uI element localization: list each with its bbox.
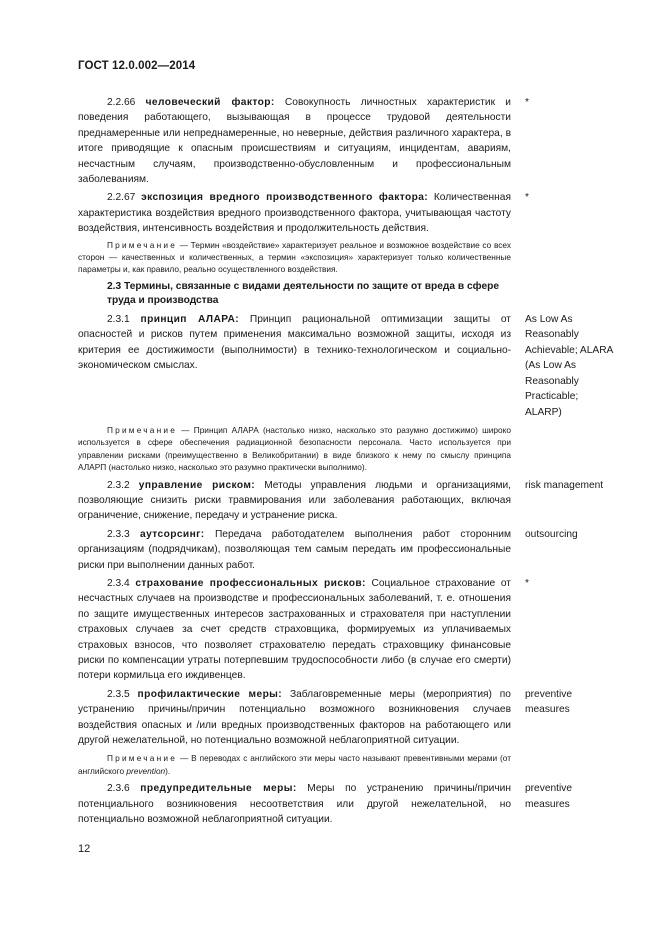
- note-alara: [78, 424, 511, 474]
- term-number: 2.2.67: [107, 192, 136, 204]
- term-entry-2-2-67: [78, 190, 618, 236]
- page-number: 12: [78, 843, 91, 855]
- term-equivalent: *: [525, 97, 529, 108]
- term-number: 2.3.4: [107, 577, 130, 589]
- term-name: управление риском:: [138, 479, 256, 491]
- term-text: Социальное страхование от несчастных случаев на производстве и профессиональных заболеваний, т. е. отношения по защите имущественных интересов застрахованных и страхователя при наступлении страховых случаев за счет средств страховщика, формируемых из уплачиваемых страховых взносов, что позволяет страхователю передать страховщику финансовые риски по компенсации утраты потерпевшим трудоспособности либо (в случае его смерти) потери кормильца его иждивенцев.: [78, 577, 511, 682]
- term-text: Меры по устранению причины/причин потенциального возникновения несоответствия или другой нежелательной, но потенциально возможной неблагоприятной ситуации.: [78, 783, 511, 826]
- note-preventive: [78, 752, 511, 777]
- note-label: Примечание: [107, 239, 178, 250]
- term-number: 2.2.66: [107, 97, 136, 108]
- term-name: принцип АЛАРА:: [140, 314, 240, 326]
- term-definition: [78, 190, 511, 236]
- term-number: 2.3.6: [107, 783, 130, 795]
- term-entry-2-3-4: [78, 576, 618, 684]
- term-number: 2.3.5: [107, 688, 130, 700]
- note-italic-word: prevention: [126, 765, 166, 776]
- term-entry-2-3-3: [78, 527, 618, 573]
- term-name: предупредительные меры:: [140, 783, 297, 795]
- term-name: страхование профессиональных рисков:: [135, 577, 366, 589]
- term-entry-2-3-6: [78, 781, 618, 827]
- term-definition: [78, 312, 511, 420]
- document-header: ГОСТ 12.0.002—2014: [78, 60, 196, 72]
- note-text: — Термин «воздействие» характеризует реальное и возможное воздействие со всех сторон — качественных и количественных, а термин «экспозиция» характеризует только количественные параметры и, как правило, реально осуществленного воздействия.: [78, 239, 511, 275]
- term-equivalent: outsourcing: [525, 528, 578, 540]
- term-text: Принцип рациональной оптимизации защиты от опасностей и рисков путем применения максимально возможной защиты, исходя из критерия ее достижимости (выполнимости) в технико-технологическом и социально-экономическом смыслах.: [78, 314, 511, 372]
- term-name: аутсорсинг:: [140, 528, 205, 540]
- term-entry-2-2-66: [78, 95, 618, 187]
- term-name: человеческий фактор:: [145, 97, 275, 108]
- term-entry-2-3-2: [78, 478, 618, 524]
- term-definition: [78, 95, 511, 187]
- term-number: 2.3.1: [107, 314, 130, 326]
- term-equivalent: risk management: [525, 479, 604, 491]
- term-entry-2-3-5: [78, 687, 618, 749]
- term-text: Методы управления людьми и организациями, позволяющие снизить риски травмирования или заболевания работающих, включая ограничение, снижение, передачу и устранение риска.: [78, 479, 511, 522]
- note-text: — В переводах с английского эти меры часто называют превентивными мерами (от английского: [78, 753, 511, 776]
- term-text: Передача работодателем выполнения работ сторонним организациям (подрядчикам), позволяющая тем самым передать им профессиональные риски при выполнении данных работ.: [78, 528, 511, 571]
- note-text: — Принцип АЛАРА (настолько низко, насколько это разумно достижимо) широко используется в сфере обеспечения радиационной безопасности персонала. Часто используется при управлении рисками (преимущественно в Великобритании) в виде близкого к нему по смыслу принципа АЛАРП (настолько низко, насколько это разумно практически выполнимо).: [78, 424, 511, 473]
- term-name: профилактические меры:: [137, 688, 283, 700]
- term-equivalent: As Low As Reasonably Achievable; ALARA (As Low As Reasonably Practicable; ALARP): [525, 314, 613, 418]
- section-heading: 2.3 Термины, связанные с видами деятельности по защите от вреда в сфере труда и производства: [107, 280, 499, 307]
- note-exposure: [78, 239, 511, 276]
- term-text: Количественная характеристика воздействия вредного производственного фактора, учитывающая частоту воздействия, интенсивность воздействия и продолжительность действия.: [78, 192, 511, 235]
- term-definition: [78, 781, 511, 827]
- note-label: Примечание: [107, 424, 178, 435]
- term-equivalent: preventive measures: [525, 688, 573, 716]
- term-entry-2-3-1: [78, 312, 618, 420]
- term-number: 2.3.3: [107, 528, 130, 540]
- note-label: Примечание: [107, 753, 178, 764]
- term-definition: [78, 687, 511, 749]
- term-text: Совокупность личностных характеристик и поведения работающего, вызывающая в процессе трудовой деятельности преднамеренные или непреднамеренные, но неверные, действия различного характера, в итоге приводящие к опасным происшествиям и ситуациям, инцидентам, авариям, несчастным случаям, производственно-обусловленным и профессиональным заболеваниям.: [78, 97, 511, 186]
- term-equivalent: *: [525, 577, 529, 589]
- document-body: [78, 95, 618, 827]
- term-definition: [78, 478, 511, 524]
- term-text: Заблаговременные меры (мероприятия) по устранению причины/причин потенциально возможного возникновения случаев воздействия опасных и /или вредных производственных факторов на работающего или другой нежелательной, но потенциально возможной неблагоприятной ситуации.: [78, 688, 511, 747]
- note-text-end: ).: [165, 765, 171, 776]
- term-definition: [78, 576, 511, 684]
- term-definition: [78, 527, 511, 573]
- term-equivalent: *: [525, 192, 529, 204]
- term-name: экспозиция вредного производственного фактора:: [141, 192, 429, 204]
- term-equivalent: preventive measures: [525, 783, 573, 810]
- term-number: 2.3.2: [107, 479, 130, 491]
